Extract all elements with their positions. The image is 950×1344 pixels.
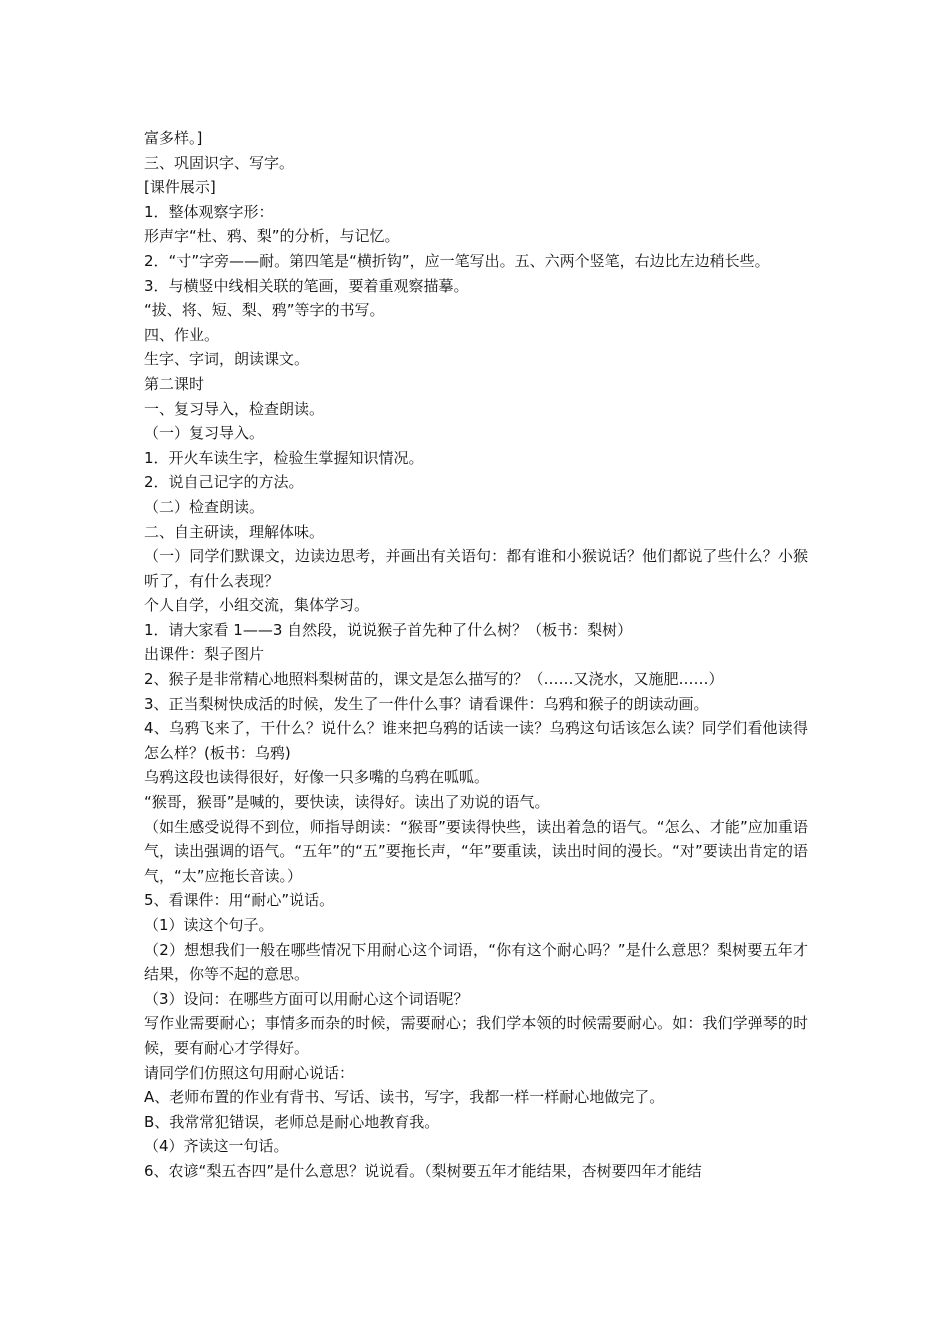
paragraph: （4）齐读这一句话。: [144, 1137, 289, 1156]
paragraph: [课件展示]: [144, 178, 216, 197]
paragraph: 出课件：梨子图片: [144, 645, 265, 664]
paragraph: 1．请大家看 1——3 自然段，说说猴子首先种了什么树？（板书：梨树）: [144, 620, 633, 639]
section-heading: 四、作业。: [144, 325, 220, 344]
paragraph: （2）想想我们一般在哪些情况下用耐心这个词语，“你有这个耐心吗？”是什么意思？梨树要五年才结果，你等不起的意思。: [144, 940, 808, 984]
paragraph: 5、看课件：用“耐心”说话。: [144, 891, 335, 910]
paragraph: 6、农谚“梨五杏四”是什么意思？说说看。（梨树要五年才能结果，杏树要四年才能结: [144, 1161, 702, 1180]
paragraph: 3、正当梨树快成活的时候，发生了一件什么事？请看课件：乌鸦和猴子的朗读动画。: [144, 694, 709, 713]
paragraph: （如生感受说得不到位，师指导朗读：“猴哥”要读得快些，读出着急的语气。“怎么、才能”应加重语气，读出强调的语气。“五年”的“五”要拖长声，“年”要重读，读出时间的漫长。“对”要读出肯定的语气，“太”应拖长音读。）: [144, 817, 808, 885]
paragraph: 写作业需要耐心；事情多而杂的时候，需要耐心；我们学本领的时候需要耐心。如：我们学弹琴的时候，要有耐心才学得好。: [144, 1014, 808, 1057]
paragraph: 2、猴子是非常精心地照料梨树苗的，课文是怎么描写的？（……又浇水，又施肥……）: [144, 670, 724, 689]
paragraph: 1．开火车读生字，检验生掌握知识情况。: [144, 448, 424, 467]
paragraph: 请同学们仿照这句用耐心说话：: [144, 1063, 355, 1082]
section-heading: 三、巩固识字、写字。: [144, 153, 295, 172]
subsection-heading: （一）复习导入。: [144, 424, 265, 443]
paragraph: 1．整体观察字形：: [144, 202, 274, 221]
paragraph: 乌鸦这段也读得很好，好像一只多嘴的乌鸦在呱呱。: [144, 768, 490, 787]
section-heading: 一、复习导入，检查朗读。: [144, 399, 325, 418]
paragraph: 个人自学，小组交流，集体学习。: [144, 596, 370, 615]
paragraph: （3）设问：在哪些方面可以用耐心这个词语呢？: [144, 989, 469, 1008]
paragraph: 富多样。]: [144, 129, 203, 147]
paragraph: 3．与横竖中线相关联的笔画，要着重观察描摹。: [144, 276, 469, 295]
paragraph: 2．“寸”字旁——耐。第四笔是“横折钩”，应一笔写出。五、六两个竖笔，右边比左边稍长些。: [144, 251, 770, 270]
paragraph: （一）同学们默课文，边读边思考，并画出有关语句：都有谁和小猴说话？他们都说了些什么？小猴听了，有什么表现？: [144, 547, 808, 590]
subsection-heading: （二）检查朗读。: [144, 497, 265, 516]
paragraph: “猴哥，猴哥”是喊的，要快读，读得好。读出了劝说的语气。: [144, 793, 550, 812]
paragraph: 形声字“杜、鸦、梨”的分析，与记忆。: [144, 227, 400, 246]
section-heading: 二、自主研读，理解体味。: [144, 522, 325, 541]
paragraph: A、老师布置的作业有背书、写话、读书，写字，我都一样一样耐心地做完了。: [144, 1088, 665, 1107]
paragraph: “拔、将、短、梨、鸦”等字的书写。: [144, 301, 385, 320]
paragraph: （1）读这个句子。: [144, 916, 274, 934]
lesson-heading: 第二课时: [144, 374, 205, 393]
paragraph: 2．说自己记字的方法。: [144, 473, 304, 492]
paragraph: 生字、字词，朗读课文。: [144, 350, 310, 369]
document-body: [144, 126, 808, 1184]
paragraph: 4、乌鸦飞来了，干什么？说什么？谁来把乌鸦的话读一读？乌鸦这句话该怎么读？同学们看他读得怎么样？(板书：乌鸦): [144, 719, 808, 762]
paragraph: B、我常常犯错误，老师总是耐心地教育我。: [144, 1112, 440, 1131]
